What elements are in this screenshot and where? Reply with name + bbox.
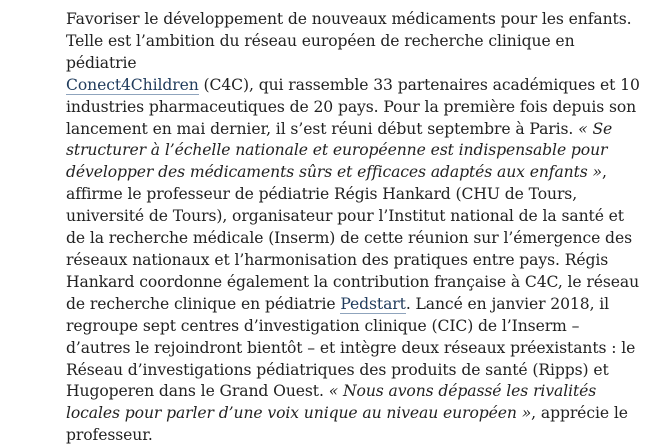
quote-rivalries: « Nous avons dépassé les rivalités locales pour parler d’une voix unique au niveau européen » bbox=[66, 382, 597, 423]
sentence-closing: , apprécie le professeur. bbox=[66, 404, 628, 445]
sentence-hankard: , affirme le professeur de pédiatrie Régis Hankard (CHU de Tours, université de Tours), organisateur pour l’Institut national de la santé et de la recherche médicale (Inserm) de cette réunion sur l’émergence des réseaux nationaux et l’harmonisation des pratiques entre pays. Régis Hankard coordonne également la contribution française à C4C, le réseau de recherche clinique en pédiatrie bbox=[66, 163, 640, 313]
link-pedstart[interactable]: Pedstart bbox=[340, 294, 406, 313]
sentence-pedstart: . Lancé en janvier 2018, il regroupe sept centres d’investigation clinique (CIC) de l’Inserm – d’autres le rejoindront bientôt – et intègre deux réseaux préexistants : le Réseau d’investigations pédiatriques des produits de santé (Ripps) et Hugoperen dans le Grand Ouest. bbox=[66, 294, 636, 401]
sentence-intro: Favoriser le développement de nouveaux médicaments pour les enfants. bbox=[66, 10, 632, 28]
sentence-network: (C4C), qui rassemble 33 partenaires académiques et 10 industries pharmaceutiques de 20 pays. Pour la première fois depuis son lancement en mai dernier, il s’est réuni début septembre à Paris. bbox=[66, 75, 640, 138]
link-conect4children[interactable]: Conect4Children bbox=[66, 75, 199, 94]
article-paragraph bbox=[66, 9, 646, 447]
quote-structuring: « Se structurer à l’échelle nationale et européenne est indispensable pour développer des médicaments sûrs et efficaces adaptés aux enfants » bbox=[66, 119, 613, 182]
sentence-ambition: Telle est l’ambition du réseau européen de recherche clinique en pédiatrie bbox=[66, 31, 575, 72]
